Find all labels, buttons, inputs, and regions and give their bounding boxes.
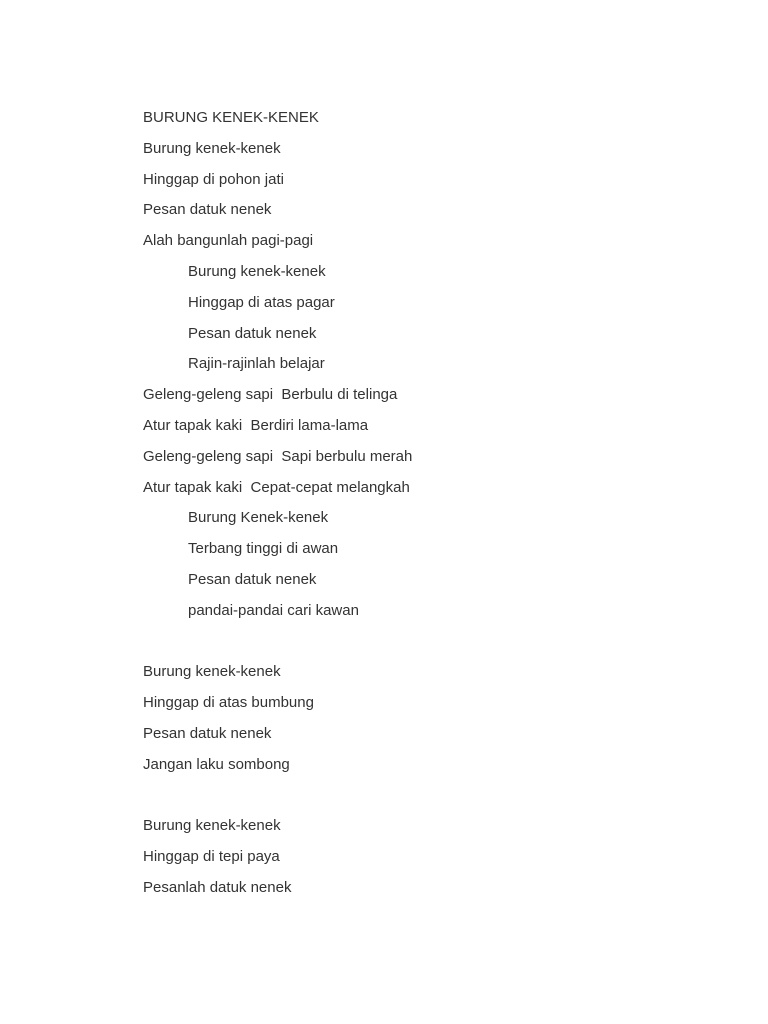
poem-line: Burung kenek-kenek [143,817,281,835]
poem-line: Atur tapak kaki Berdiri lama-lama [143,416,369,434]
poem-line: Geleng-geleng sapi Berbulu di telinga [143,386,398,404]
poem-line-indented: Pesan datuk nenek [188,324,317,342]
poem-line-indented: Pesan datuk nenek [188,570,317,588]
poem-line: Alah bangunlah pagi-pagi [143,232,314,250]
poem-line: Pesan datuk nenek [143,724,272,742]
poem-line: Atur tapak kaki Cepat-cepat melangkah [143,478,410,496]
poem-line: Burung kenek-kenek [143,663,281,681]
poem-line: Hinggap di atas bumbung [143,694,314,712]
poem-line: Geleng-geleng sapi Sapi berbulu merah [143,447,413,465]
poem-line-indented: Hinggap di atas pagar [188,293,335,311]
poem-title: BURUNG KENEK-KENEK [143,109,319,126]
poem-line-indented: pandai-pandai cari kawan [188,601,359,619]
poem-text [143,109,703,910]
poem-line-indented: Terbang tinggi di awan [188,540,339,558]
poem-line-indented: Rajin-rajinlah belajar [188,355,325,373]
poem-line: Pesanlah datuk nenek [143,878,292,896]
poem-line: Hinggap di tepi paya [143,848,280,866]
poem-line-indented: Burung Kenek-kenek [188,509,329,527]
poem-line-indented: Burung kenek-kenek [188,262,326,280]
poem-line: Burung kenek-kenek [143,139,281,157]
stanza-gap [143,633,703,664]
poem-line: Hinggap di pohon jati [143,170,284,188]
poem-line: Jangan laku sombong [143,755,290,773]
stanza-gap [143,787,703,818]
poem-line: Pesan datuk nenek [143,201,272,219]
